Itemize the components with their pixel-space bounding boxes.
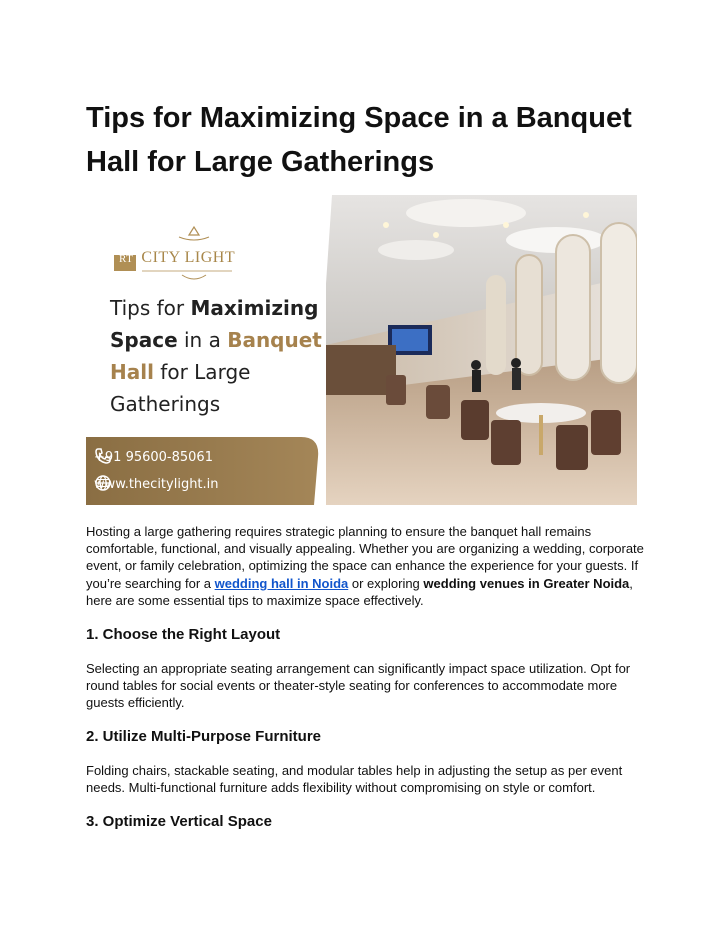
phone-icon — [94, 447, 112, 465]
section-text-furniture: Folding chairs, stackable seating, and modular tables help in adjusting the setup as per event needs. Multi-functional furniture adds flexibility without compromising on style or comfort. — [86, 763, 623, 796]
section-heading-vertical: 3. Optimize Vertical Space — [86, 813, 272, 830]
section-heading-layout: 1. Choose the Right Layout — [86, 626, 281, 643]
section-text-layout: Selecting an appropriate seating arrangement can significantly impact space utilization. Opt for round tables for social events or theater-style seating for conferences to accommodate more guests efficiently. — [86, 661, 631, 711]
globe-icon — [94, 474, 112, 492]
banner-website: www.thecitylight.in — [94, 474, 219, 494]
logo-prefix: RT — [119, 253, 134, 265]
city-light-logo — [104, 213, 234, 283]
banner-heading: Tips for Maximizing Space in a Banquet Hall for Large Gatherings — [110, 296, 322, 416]
wedding-hall-noida-link[interactable]: wedding hall in Noida — [214, 575, 349, 591]
banner-image — [86, 195, 637, 505]
banner-phone: +91 95600-85061 — [94, 447, 213, 467]
section-heading-furniture: 2. Utilize Multi-Purpose Furniture — [86, 728, 322, 745]
intro-paragraph: Hosting a large gathering requires strategic planning to ensure the banquet hall remains comfortable, functional, and visually appealing. Whether you are organizing a wedding, corporate event, or family celebration, optimizing the space can enhance the experience for your guests. If you’re searching for a wedding hall in Noida or exploring wedding venues in Greater Noida, here are some essential tips to maximize space effectively. — [86, 524, 644, 608]
logo-name: CITY LIGHT — [141, 249, 236, 266]
page-title: Tips for Maximizing Space in a Banquet Hall for Large Gatherings — [86, 102, 632, 178]
